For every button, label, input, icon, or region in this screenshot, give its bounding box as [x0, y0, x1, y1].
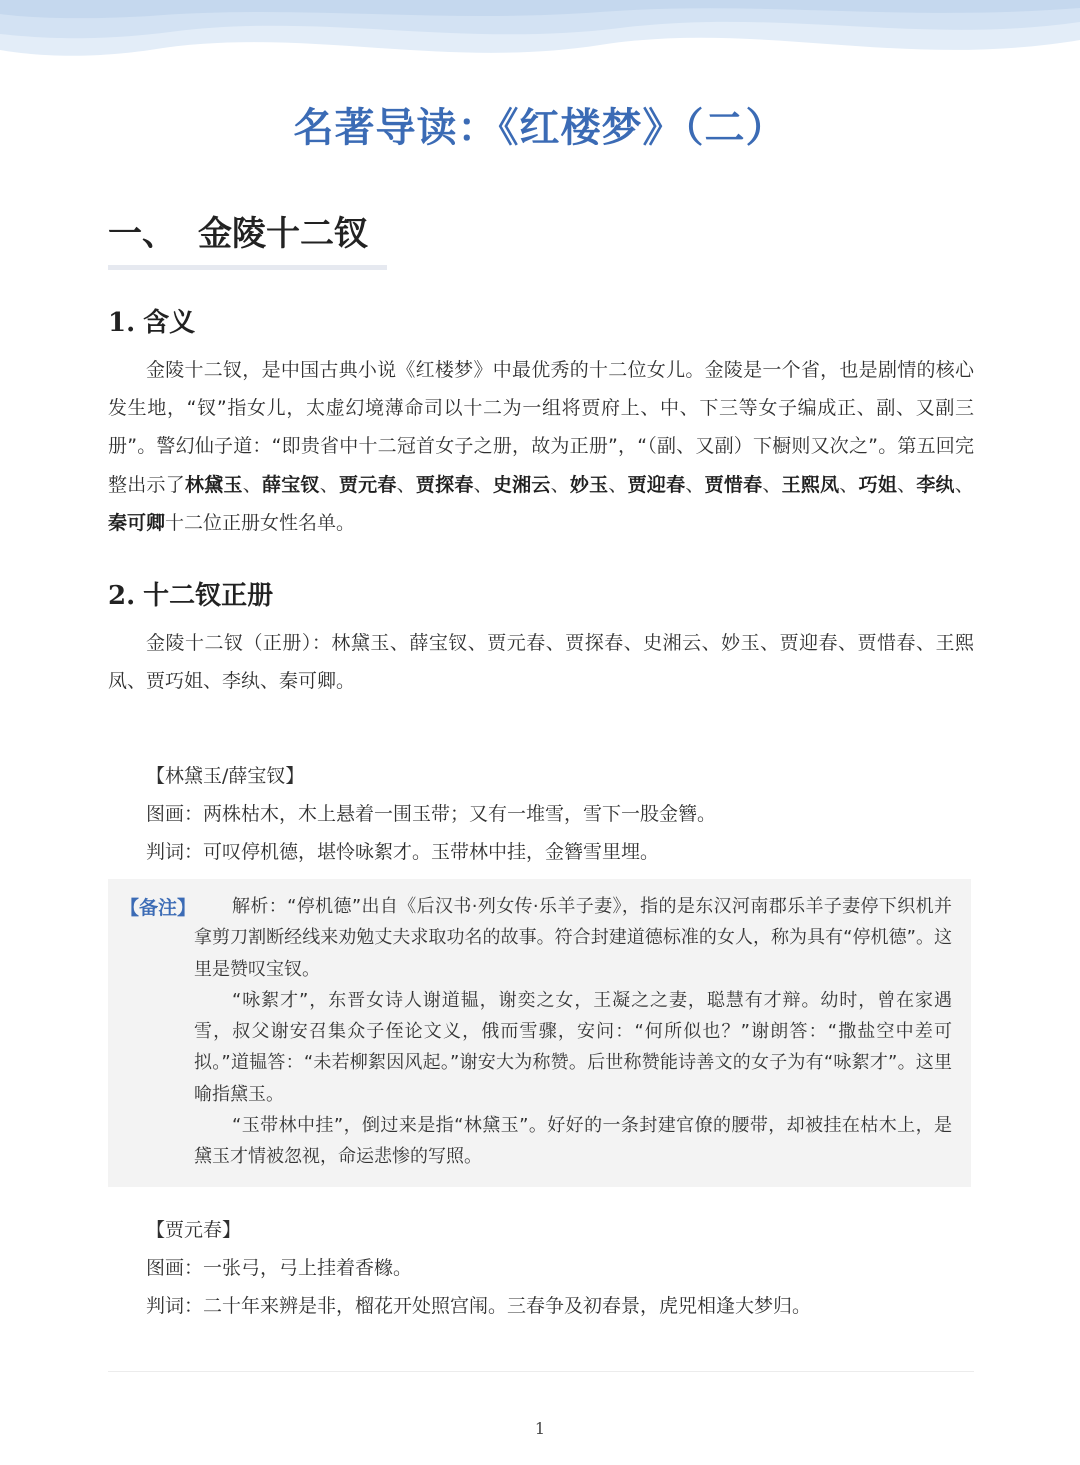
entry-picture-yuanchun: 图画：一张弓，弓上挂着香橼。 — [146, 1257, 413, 1279]
subsection-label: 含义 — [143, 308, 196, 338]
section-number: 一、 — [108, 214, 176, 254]
entry-header-yuanchun: 【贾元春】 — [146, 1219, 242, 1241]
name-2: 贾元春 — [338, 473, 397, 496]
name-0: 林黛玉 — [184, 473, 243, 496]
meaning-text: 金陵十二钗，是中国古典小说《红楼梦》中最优秀的十二位女儿。金陵是一个省，也是剧情的核心发生地，“钗”指女儿，太虚幻境薄命司以十二为一组将贾府上、中、下三等女子编成正、副、又副三册”。警幻仙子道：“即贵省中十二冠首女子之册，故为正册”，“（副、又副）下橱则又次之”。第五回完整出示了 — [108, 359, 974, 496]
page-title: 名著导读：《红楼梦》（二） — [293, 105, 787, 151]
section-heading — [108, 206, 368, 255]
subsection-heading-meaning — [108, 302, 195, 339]
name-4: 史湘云 — [492, 473, 551, 496]
name-9: 巧姐 — [858, 473, 898, 496]
name-7: 贾惜春 — [704, 473, 763, 496]
meaning-paragraph: 金陵十二钗，是中国古典小说《红楼梦》中最优秀的十二位女儿。金陵是一个省，也是剧情的核心发生地，“钗”指女儿，太虚幻境薄命司以十二为一组将贾府上、中、下三等女子编成正、副、又副三册”。警幻仙子道：“即贵省中十二冠首女子之册，故为正册”，“（副、又副）下橱则又次之”。第五回完整出示了林黛玉、薛宝钗、贾元春、贾探春、史湘云、妙玉、贾迎春、贾惜春、王熙凤、巧姐、李纨、秦可卿十二位正册女性名单。 — [108, 359, 974, 534]
main-register-paragraph: 金陵十二钗（正册）：林黛玉、薛宝钗、贾元春、贾探春、史湘云、妙玉、贾迎春、贾惜春、王熙凤、贾巧姐、李纨、秦可卿。 — [108, 632, 974, 693]
section-label: 金陵十二钗 — [198, 214, 368, 254]
note-paragraph-3: “玉带林中挂”，倒过来是指“林黛玉”。好好的一条封建官僚的腰带，却被挂在枯木上，是黛玉才情被忽视，命运悲惨的写照。 — [194, 1115, 952, 1168]
name-6: 贾迎春 — [627, 473, 686, 496]
entry-verse-yuanchun: 判词：二十年来辨是非，榴花开处照宫闱。三春争及初春景，虎兕相逢大梦归。 — [146, 1295, 812, 1317]
footer-divider — [108, 1371, 974, 1372]
meaning-text-end: 十二位正册女性名单。 — [165, 511, 356, 534]
subsection-label: 十二钗正册 — [143, 581, 274, 611]
entry-picture-lin-xue: 图画：两株枯木，木上悬着一围玉带；又有一堆雪，雪下一股金簪。 — [146, 803, 717, 825]
header-wave-decoration — [0, 0, 1080, 90]
name-1: 薛宝钗 — [261, 473, 320, 496]
subsection-heading-main-register — [108, 575, 273, 612]
note-paragraph-1: 解析：“停机德”出自《后汉书·列女传·乐羊子妻》，指的是东汉河南郡乐羊子妻停下织机并拿剪刀割断经线来劝勉丈夫求取功名的故事。符合封建道德标准的女人，称为具有“停机德”。这里是赞叹宝钗。 — [194, 896, 952, 980]
entry-verse-lin-xue: 判词：可叹停机德，堪怜咏絮才。玉带林中挂，金簪雪里埋。 — [146, 841, 660, 863]
section-underline — [108, 265, 387, 270]
subsection-number: 1. — [108, 308, 136, 338]
name-10: 李纨 — [916, 473, 955, 496]
note-content — [194, 891, 952, 1173]
subsection-number: 2. — [108, 581, 136, 611]
note-paragraph-2: “咏絮才”，东晋女诗人谢道韫，谢奕之女，王凝之之妻，聪慧有才辩。幼时，曾在家遇雪，叔父谢安召集众子侄论文义，俄而雪骤，安问：“何所似也？”谢朗答：“撒盐空中差可拟。”道韫答：“未若柳絮因风起。”谢安大为称赞。后世称赞能诗善文的女子为有“咏絮才”。这里喻指黛玉。 — [194, 989, 952, 1105]
entry-header-lin-xue: 【林黛玉/薛宝钗】 — [146, 765, 305, 787]
name-11: 秦可卿 — [108, 511, 166, 534]
name-8: 王熙凤 — [781, 473, 840, 496]
name-5: 妙玉 — [569, 473, 609, 496]
page-number: 1 — [534, 1419, 546, 1438]
note-tag: 【备注】 — [120, 897, 197, 919]
name-3: 贾探春 — [415, 473, 474, 496]
